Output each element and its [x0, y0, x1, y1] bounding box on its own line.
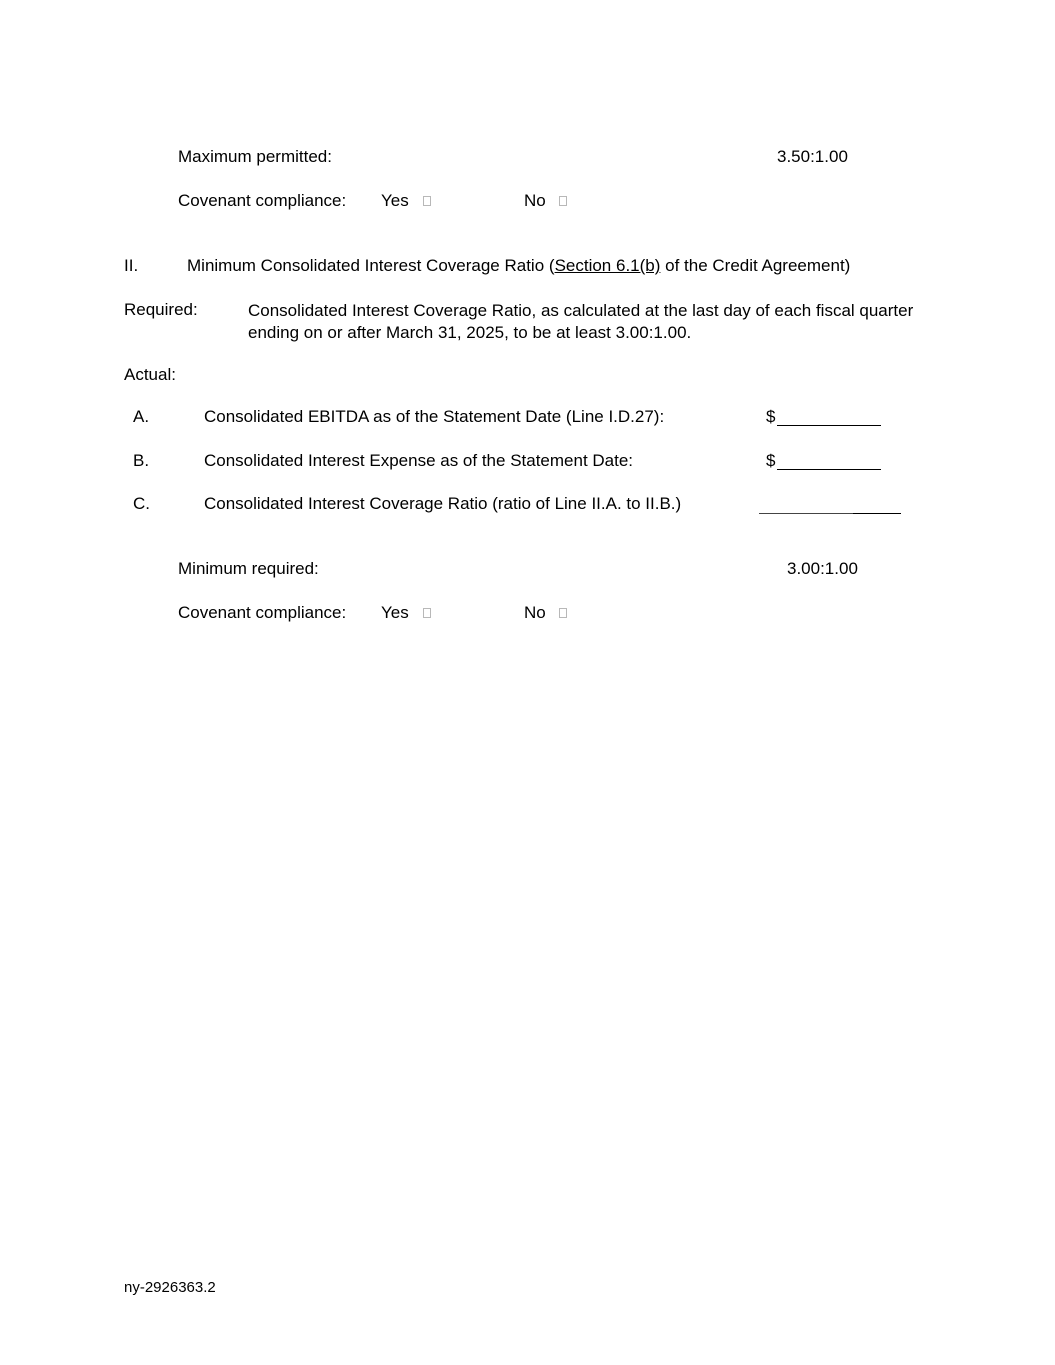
line-c-blank-right[interactable]	[853, 513, 901, 514]
yes-label-1: Yes	[381, 191, 409, 210]
section-number: II.	[124, 256, 139, 275]
no-checkbox-2[interactable]	[559, 608, 567, 618]
max-permitted-label: Maximum permitted:	[178, 147, 332, 166]
line-c-text: Consolidated Interest Coverage Ratio (ratio of Line II.A. to II.B.)	[204, 494, 682, 513]
section-heading-after: of the Credit Agreement)	[660, 256, 851, 275]
section-heading	[187, 256, 850, 276]
section-reference-link: Section 6.1(b)	[554, 256, 661, 275]
actual-label: Actual:	[124, 365, 176, 384]
section-heading-before: Minimum Consolidated Interest Coverage Ratio (	[187, 256, 555, 275]
line-b-blank[interactable]	[777, 469, 881, 470]
no-label-1: No	[524, 191, 546, 210]
covenant-compliance-label-1: Covenant compliance:	[178, 191, 347, 210]
footer-doc-id: ny-2926363.2	[124, 1279, 216, 1296]
line-b-letter: B.	[133, 451, 150, 470]
line-c-blank-left[interactable]	[759, 513, 853, 514]
yes-checkbox-2[interactable]	[423, 608, 431, 618]
covenant-compliance-label-2: Covenant compliance:	[178, 603, 347, 622]
no-label-2: No	[524, 603, 546, 622]
yes-checkbox-1[interactable]	[423, 196, 431, 206]
line-a-text: Consolidated EBITDA as of the Statement Date (Line I.D.27):	[204, 407, 665, 426]
line-b-text: Consolidated Interest Expense as of the Statement Date:	[204, 451, 634, 470]
line-a-letter: A.	[133, 407, 150, 426]
max-permitted-value: 3.50:1.00	[777, 147, 848, 166]
no-checkbox-1[interactable]	[559, 196, 567, 206]
min-required-label: Minimum required:	[178, 559, 319, 578]
line-a-blank[interactable]	[777, 425, 881, 426]
yes-label-2: Yes	[381, 603, 409, 622]
line-b-dollar: $	[766, 451, 776, 470]
min-required-value: 3.00:1.00	[787, 559, 858, 578]
line-c-letter: C.	[133, 494, 150, 513]
line-a-dollar: $	[766, 407, 776, 426]
required-label: Required:	[124, 300, 198, 319]
required-text: Consolidated Interest Coverage Ratio, as calculated at the last day of each fiscal quarter ending on or after March 31, 2025, to be at least 3.00:1.00.	[248, 301, 914, 342]
